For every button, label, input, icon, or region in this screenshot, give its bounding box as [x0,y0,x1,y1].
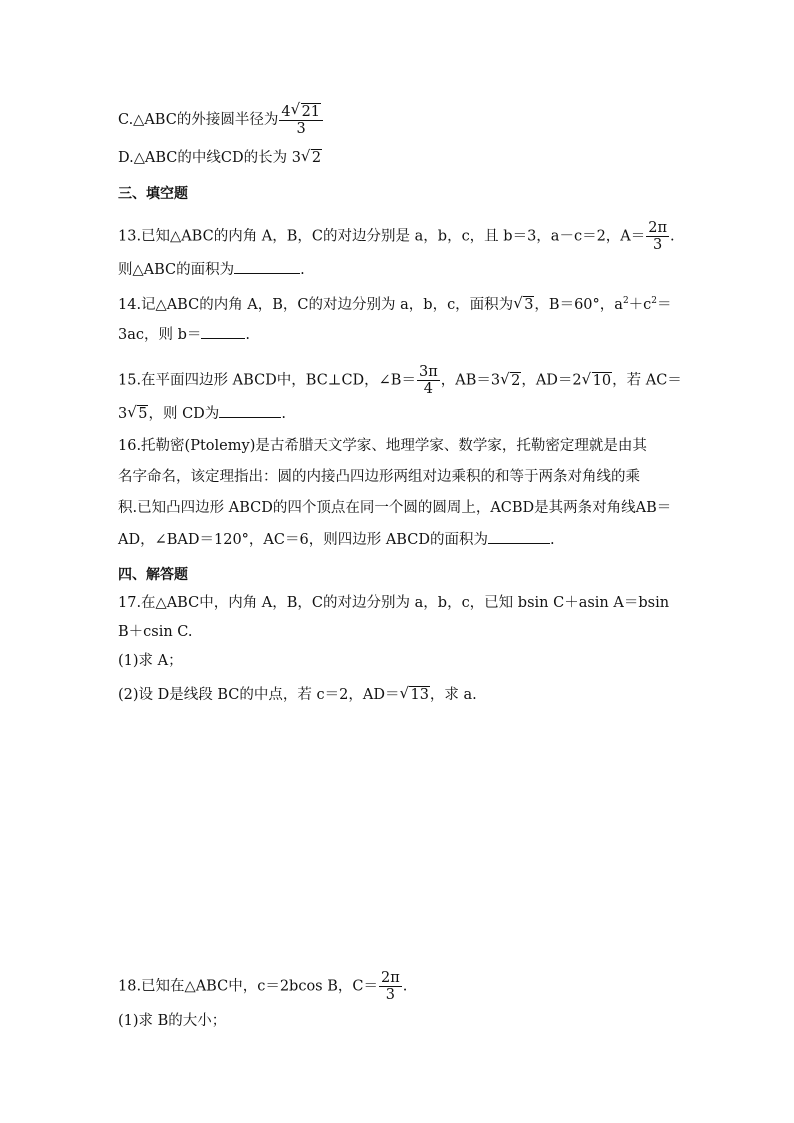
question-13: 13.已知△ABC的内角 A，B，C的对边分别是 a，b，c，且 b＝3，a－c＝2，A＝ $\frac{2\pi}{3}$ . [118,220,675,253]
answer-blank[interactable] [219,403,281,418]
answer-blank[interactable] [488,529,550,544]
question-14-line2: 3ac，则 b＝ . [118,324,250,345]
section-heading-fill-in: 三、填空题 [118,186,188,202]
question-18-part1: (1)求 B的大小； [118,1013,227,1029]
radical: √ 13 [400,685,429,705]
option-d: D.△ABC的中线CD的长为 3√ 2 [118,148,322,168]
answer-blank[interactable] [201,324,245,339]
fraction: $\frac{2\pi}{3}$ [380,970,400,1003]
answer-blank[interactable] [234,259,300,274]
question-15: 15.在平面四边形 ABCD中，BC⊥CD，∠B＝ $\frac{3\pi}{4}$ ，AB＝3√ 2，AD＝2√ 10，若 AC＝ [118,364,682,397]
question-16-line2: 名字命名，该定理指出：圆的内接凸四边形两组对边乘积的和等于两条对角线的乘 [118,469,640,485]
fraction: $\frac{2\pi}{3}$ [648,220,668,253]
question-17-part2: (2)设 D是线段 BC的中点，若 c＝2，AD＝√ 13，求 a. [118,685,477,705]
radical: √ 3 [514,295,534,315]
section-heading-solutions: 四、解答题 [118,567,188,583]
radical: √ 2 [501,371,521,391]
fraction: $\frac{3\pi}{4}$ [418,364,438,397]
question-16-line3: 积.已知凸四边形 ABCD的四个顶点在同一个圆的圆周上，ACBD是其两条对角线AB＝ [118,500,672,516]
question-17-line1: 17.在△ABC中，内角 A，B，C的对边分别为 a，b，c，已知 bsin C＋asin A＝bsin [118,595,670,611]
question-15-line2: 3√ 5，则 CD为 . [118,403,286,424]
fraction: $\frac{4√ 21}{3}$ [279,103,323,137]
question-16-line1: 16.托勒密(Ptolemy)是古希腊天文学家、地理学家、数学家，托勒密定理就是由其 [118,438,647,454]
question-16-line4: AD，∠BAD＝120°，AC＝6，则四边形 ABCD的面积为 . [118,529,555,550]
question-18: 18.已知在△ABC中，c＝2bcos B，C＝ $\frac{2\pi}{3}$ . [118,970,408,1003]
question-17-line2: B＋csin C. [118,624,193,640]
radical: √ 5 [128,404,148,424]
question-14: 14.记△ABC的内角 A，B，C的对边分别为 a，b，c，面积为√ 3，B＝60°，$a^2+c^2=$ [118,291,672,315]
radical: √ 10 [583,371,612,391]
question-17-part1: (1)求 A； [118,653,183,669]
question-13-line2: 则△ABC的面积为 . [118,259,305,280]
radical: √ 2 [302,148,322,168]
option-c: C.△ABC的外接圆半径为 $\frac{4√ 21}{3}$ [118,103,324,137]
